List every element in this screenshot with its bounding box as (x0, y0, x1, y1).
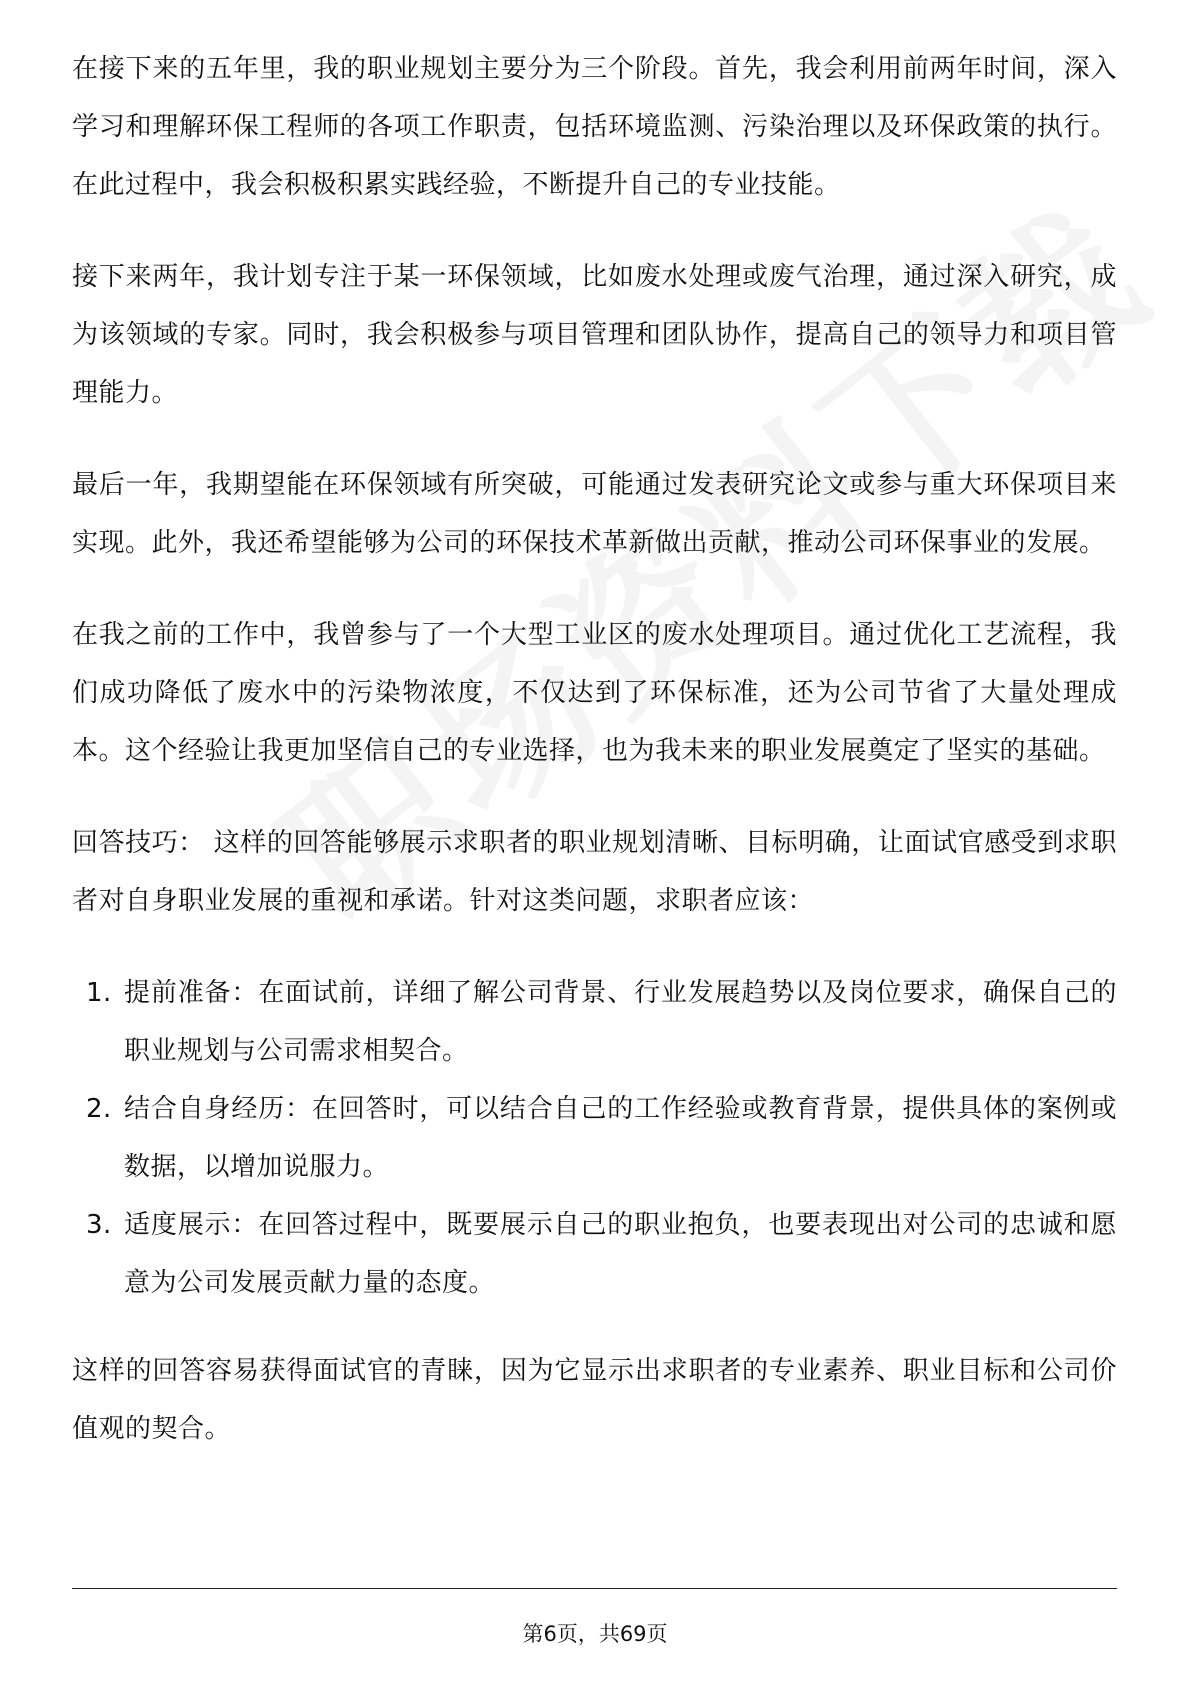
paragraph-career-plan-intro: 在接下来的五年里，我的职业规划主要分为三个阶段。首先，我会利用前两年时间，深入学习和理解环保工程师的各项工作职责，包括环境监测、污染治理以及环保政策的执行。在此过程中，我会积极积累实践经验，不断提升自己的专业技能。 (72, 54, 1117, 200)
paragraph-career-plan-final: 最后一年，我期望能在环保领域有所突破，可能通过发表研究论文或参与重大环保项目来实现。此外，我还希望能够为公司的环保技术革新做出贡献，推动公司环保事业的发展。 (72, 470, 1117, 558)
list-item (72, 1080, 1117, 1196)
list-item-number: 1. (86, 978, 112, 1008)
document-body (72, 40, 1117, 1492)
paragraph-closing: 这样的回答容易获得面试官的青睐，因为它显示出求职者的专业素养、职业目标和公司价值观的契合。 (72, 1356, 1117, 1444)
paragraph-career-plan-middle: 接下来两年，我计划专注于某一环保领域，比如废水处理或废气治理，通过深入研究，成为该领域的专家。同时，我会积极参与项目管理和团队协作，提高自己的领导力和项目管理能力。 (72, 262, 1117, 408)
list-item-number: 3. (86, 1210, 112, 1240)
footer-divider (72, 1588, 1117, 1589)
list-item-number: 2. (86, 1094, 112, 1124)
list-item (72, 1196, 1117, 1312)
list-item-text: 提前准备：在面试前，详细了解公司背景、行业发展趋势以及岗位要求，确保自己的职业规划与公司需求相契合。 (124, 978, 1117, 1066)
paragraph-past-experience: 在我之前的工作中，我曾参与了一个大型工业区的废水处理项目。通过优化工艺流程，我们成功降低了废水中的污染物浓度，不仅达到了环保标准，还为公司节省了大量处理成本。这个经验让我更加坚信自己的专业选择，也为我未来的职业发展奠定了坚实的基础。 (72, 620, 1117, 766)
list-item-text: 适度展示：在回答过程中，既要展示自己的职业抱负，也要表现出对公司的忠诚和愿意为公司发展贡献力量的态度。 (124, 1210, 1117, 1298)
paragraph-answer-tips: 回答技巧： 这样的回答能够展示求职者的职业规划清晰、目标明确，让面试官感受到求职者对自身职业发展的重视和承诺。针对这类问题，求职者应该： (72, 828, 1117, 916)
page-number: 第6页，共69页 (522, 1622, 668, 1646)
tips-list (72, 964, 1117, 1312)
list-item-text: 结合自身经历：在回答时，可以结合自己的工作经验或教育背景，提供具体的案例或数据，以增加说服力。 (124, 1094, 1117, 1182)
list-item (72, 964, 1117, 1080)
